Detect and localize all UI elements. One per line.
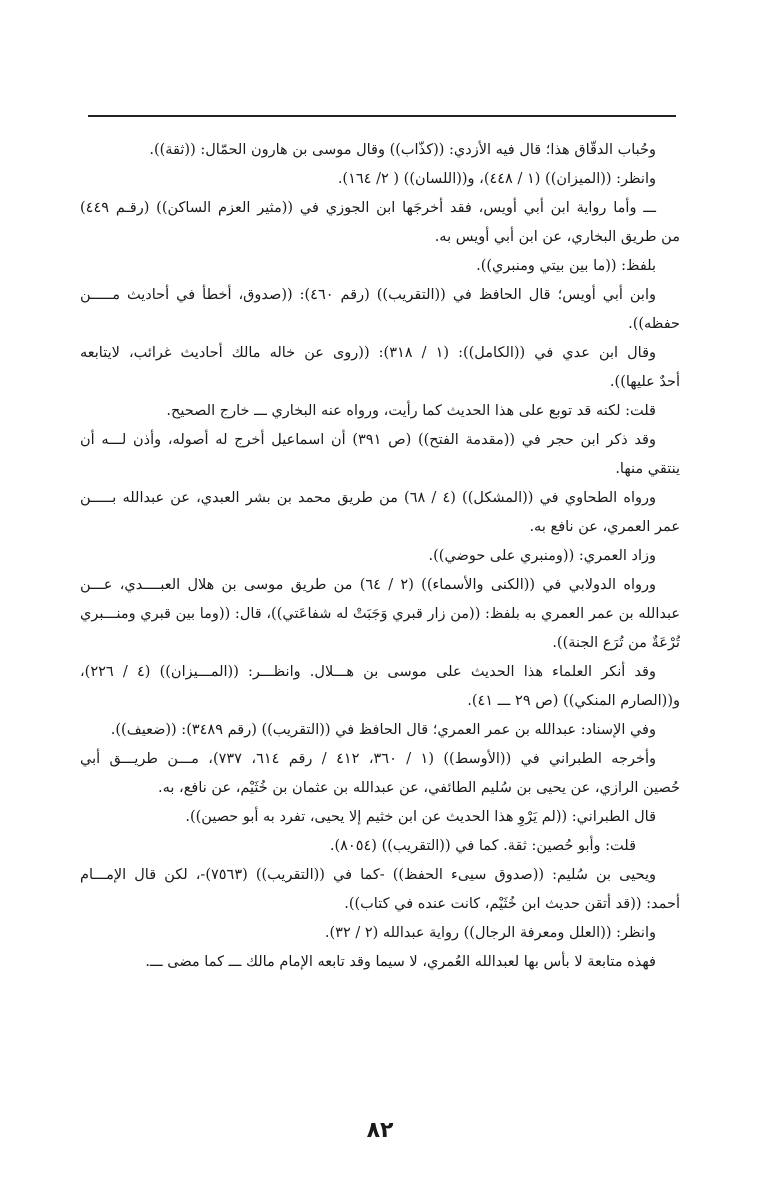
text-line: تُرْعَةٌ من تُرَع الجنة)). <box>552 635 680 651</box>
text-line: من طريق البخاري، عن ابن أبي أويس به. <box>434 229 680 245</box>
header-rule <box>88 115 676 117</box>
page-number: ٨٢ <box>366 1118 394 1143</box>
text-line: ورواه الدولابي في ((الكنى والأسماء)) (٢ / ٦٤) من طريق موسى بن هلال العبــــدي، عـــن <box>80 577 656 593</box>
text-line: عبدالله بن عمر العمري به بلفظ: ((من زار قبري وَجَبَتْ له شفاعَتي))، قال: ((وما بين قبري ومنـــبري <box>80 606 680 622</box>
text-line: أحمد: ((قد أتقن حديث ابن خُثَيْم، كانت عنده في كتاب)). <box>344 896 680 912</box>
footnote-text <box>80 136 680 977</box>
text-line: بلفظ: ((ما بين بيتي ومنبري)). <box>476 258 656 274</box>
text-line: ـــ وأما رواية ابن أبي أويس، فقد أخرجَها ابن الجوزي في ((مثير العزم الساكن)) (رقـم ٤٤٩) <box>80 200 656 216</box>
text-line: وقال ابن عدي في ((الكامل)): (١ / ٣١٨): ((روى عن خاله مالك أحاديث غرائب، لايتابعه <box>80 345 656 361</box>
text-line: وفي الإسناد: عبدالله بن عمر العمري؛ قال الحافظ في ((التقريب)) (رقم ٣٤٨٩): ((ضعيف)). <box>110 722 656 738</box>
text-line: وحُباب الدقّاق هذا؛ قال فيه الأزدي: ((كذّاب)) وقال موسى بن هارون الحمّال: ((ثقة)). <box>149 142 656 158</box>
text-line: حفظه)). <box>628 316 680 332</box>
text-line: قلت: وأبو حُصين: ثقة. كما في ((التقريب)) (٨٠٥٤). <box>329 838 636 854</box>
text-line: حُصين الرازي، عن يحيى بن سُليم الطائفي، عن عبدالله بن عثمان بن خُثَيْم، عن نافع، به. <box>158 780 680 796</box>
text-line: وانظر: ((الميزان)) (١ / ٤٤٨)، و((اللسان)) ( ٢/ ١٦٤). <box>337 171 656 187</box>
text-line: وقد ذكر ابن حجر في ((مقدمة الفتح)) (ص ٣٩١) أن اسماعيل أخرج له أصوله، وأذن لـــه أن <box>80 432 656 448</box>
text-line: قلت: لكنه قد توبع على هذا الحديث كما رأيت، ورواه عنه البخاري ـــ خارج الصحيح. <box>166 403 656 419</box>
text-line: ورواه الطحاوي في ((المشكل)) (٤ / ٦٨) من طريق محمد بن بشر العبدي، عن عبدالله بـــــن <box>80 490 656 506</box>
text-line: وزاد العمري: ((ومنبري على حوضي)). <box>428 548 656 564</box>
text-line: ينتقي منها. <box>615 461 680 477</box>
text-line: و((الصارم المنكي)) (ص ٢٩ ـــ ٤١). <box>467 693 680 709</box>
text-line: قال الطبراني: ((لم يَرْوِ هذا الحديث عن ابن خثيم إلا يحيى، تفرد به أبو حصين)). <box>185 809 656 825</box>
text-line: وابن أبي أويس؛ قال الحافظ في ((التقريب)) (رقم ٤٦٠): ((صدوق، أخطأ في أحاديث مـــــن <box>80 287 656 303</box>
text-line: وقد أنكر العلماء هذا الحديث على موسى بن هـــلال. وانظـــر: ((المـــيزان)) (٤ / ٢٢٦)، <box>80 664 656 680</box>
text-line: فهذه متابعة لا بأس بها لعبدالله العُمري، لا سيما وقد تابعه الإمام مالك ـــ كما مضى ـــ. <box>145 954 656 970</box>
text-line: وانظر: ((العلل ومعرفة الرجال)) رواية عبدالله (٢ / ٣٢). <box>324 925 656 941</box>
text-line: ويحيى بن سُليم: ((صدوق سيىء الحفظ)) -كما في ((التقريب)) (٧٥٦٣)-، لكن قال الإمـــام <box>80 867 656 883</box>
text-line: أحدٌ عليها)). <box>609 374 680 390</box>
text-line: وأخرجه الطبراني في ((الأوسط)) (١ / ٣٦٠، ٤١٢ / رقم ٦١٤، ٧٣٧)، مـــن طريـــق أبي <box>80 751 656 767</box>
text-line: عمر العمري، عن نافع به. <box>529 519 680 535</box>
